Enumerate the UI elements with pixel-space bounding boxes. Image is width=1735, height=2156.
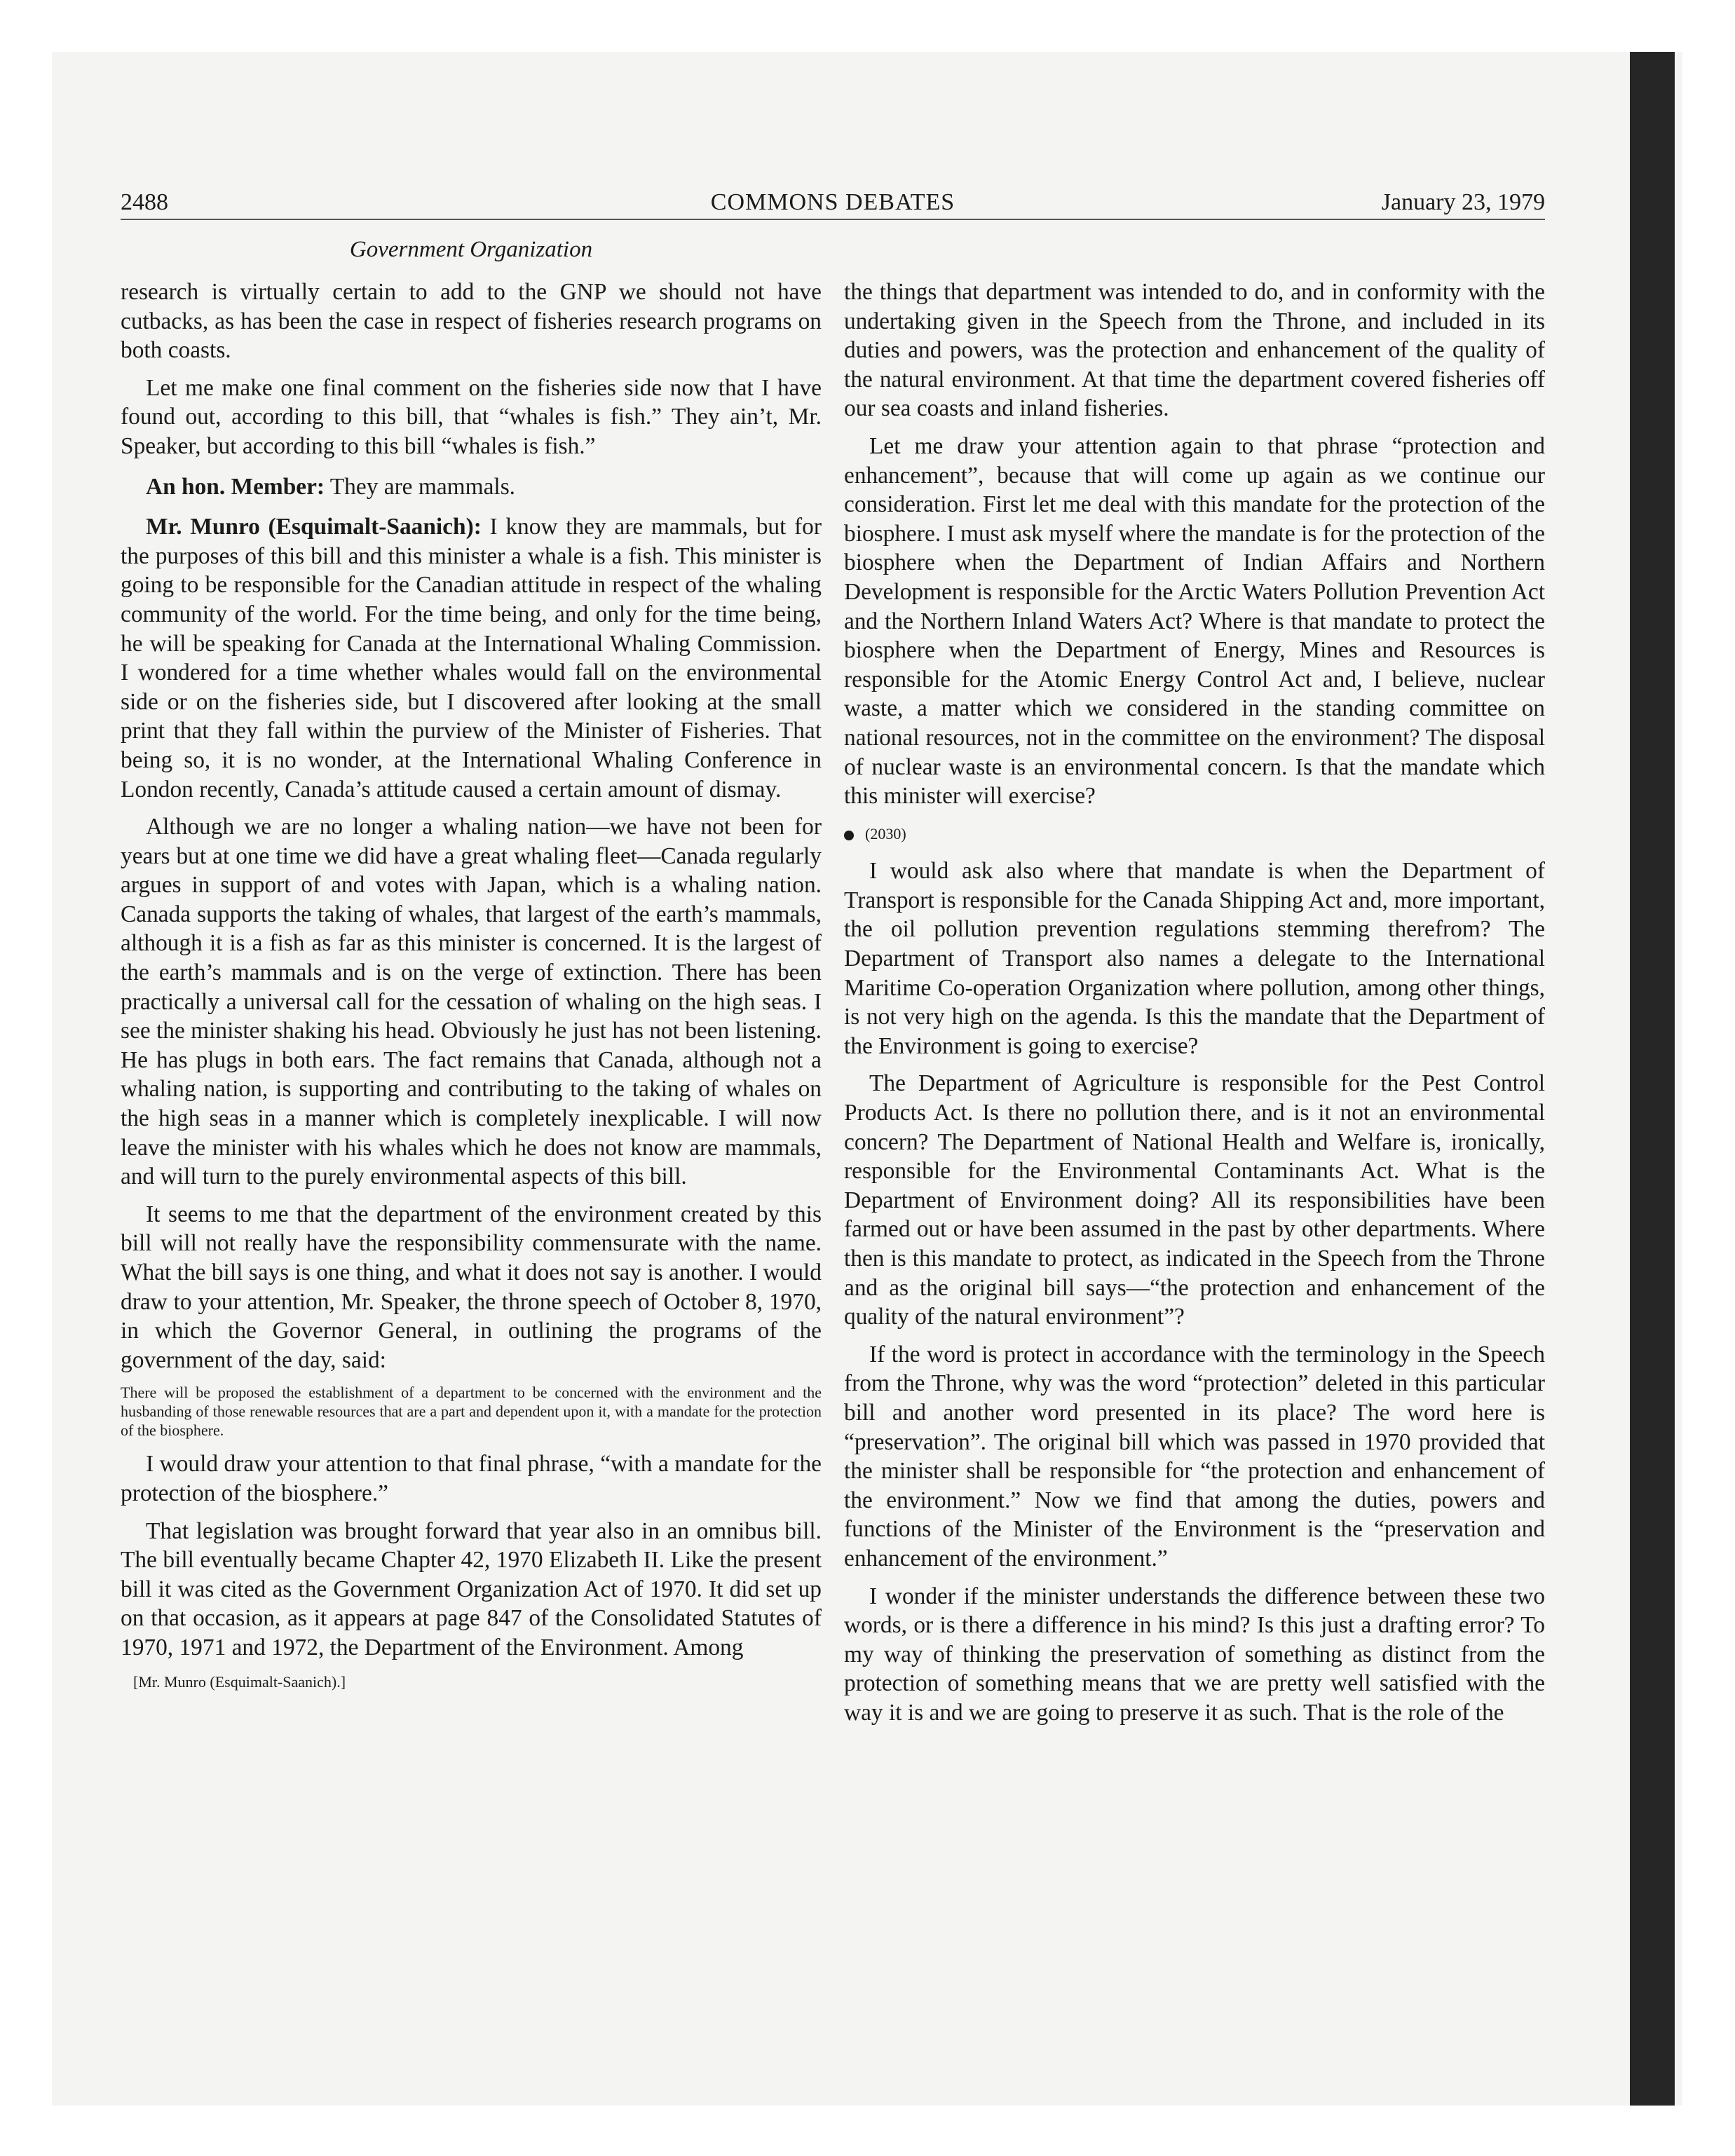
bullet-icon [844,831,854,840]
section-title: Government Organization [349,237,593,262]
paragraph: If the word is protect in accordance with the terminology in the Speech from the Throne, why was the word “protection” deleted in this particular bill and another word presented in its place? The word here is “preservation”. The original bill which was passed in 1970 provided that the minister shall be responsible for “the protection and enhancement of the environment.” Now we find that among the duties, powers and functions of the Minister of the Environment is the “preservation and enhancement of the environment.” [844,1341,1545,1571]
right-column [844,278,1545,1736]
page-header [121,179,1545,221]
speech-turn [121,512,822,804]
paragraph: Let me draw your attention again to that phrase “protection and enhancement”, because that will come up again as we continue our consideration. First let me deal with this mandate for the protection of the biosphere. I must ask myself where the mandate is for the protection of the biosphere when the Department of Indian Affairs and Northern Development is responsible for the Arctic Waters Pollution Prevention Act and the Northern Inland Waters Act? Where is that mandate to protect the biosphere when the Department of Energy, Mines and Resources is responsible for the Atomic Energy Control Act and, I believe, nuclear waste, a matter which we considered in the standing committee on national resources, not in the committee on the environment? The disposal of nuclear waste is an environmental concern. Is that the mandate which this minister will exercise? [844,432,1545,810]
paragraph: I would draw your attention to that final phrase, “with a mandate for the protection of the biosphere.” [121,1451,822,1506]
left-column [121,278,822,1700]
speech-text: I know they are mammals, but for the purposes of this bill and this minister a whale is a fish. This minister is going to be responsible for the Canadian attitude in respect of the whaling community of the world. For the time being, and only for the time being, he will be speaking for Canada at the International Whaling Commission. I wondered for a time whether whales would fall on the environmental side or on the fisheries side, but I discovered after looking at the small print that they fall within the purview of the Minister of Fisheries. That being so, it is no wonder, at the International Whaling Conference in London recently, Canada’s attitude caused a certain amount of dismay. [121,514,822,803]
paragraph: I would ask also where that mandate is when the Department of Transport is responsible for the Canada Shipping Act and, more important, the oil pollution prevention regulations stemming therefrom? The Department of Transport also names a delegate to the International Maritime Co-operation Organization where pollution, among other things, is not very high on the agenda. Is this the mandate that the Department of the Environment is going to exercise? [844,858,1545,1059]
speaker-footer-note: [Mr. Munro (Esquimalt-Saanich).] [133,1672,346,1691]
header-rule [121,219,1545,220]
paragraph: research is virtually certain to add to the GNP we should not have cutbacks, as has been the case in respect of fisheries research programs on both coasts. [121,279,822,364]
issue-date: January 23, 1979 [1381,189,1545,215]
page-number: 2488 [121,189,168,215]
scan-edge-bar [1630,52,1675,2106]
paragraph: That legislation was brought forward that year also in an omnibus bill. The bill eventually became Chapter 42, 1970 Elizabeth II. Like the present bill it was cited as the Government Organization Act of 1970. It did set up on that occasion, as it appears at page 847 of the Consolidated Statutes of 1970, 1971 and 1972, the Department of the Environment. Among [121,1517,822,1660]
paragraph: Although we are no longer a whaling nation—we have not been for years but at one time we did have a great whaling fleet—Canada regularly argues in support of and votes with Japan, which is a whaling nation. Canada supports the taking of whales, that largest of the earth’s mammals, although it is a fish as far as this minister is concerned. It is the largest of the earth’s mammals and is on the verge of extinction. There has been practically a universal call for the cessation of whaling on the high seas. I see the minister shaking his head. Obviously he just has not been listening. He has plugs in both ears. The fact remains that Canada, although not a whaling nation, is supporting and contributing to the taking of whales on the high seas in a manner which is completely inexplicable. I will now leave the minister with his whales which he does not know are mammals, and will turn to the purely environmental aspects of this bill. [121,814,822,1190]
paragraph: The Department of Agriculture is responsible for the Pest Control Products Act. Is there no pollution there, and is it not an environmental concern? The Department of National Health and Welfare is, ironically, responsible for the Environmental Contaminants Act. What is the Department of Environment doing? All its responsibilities have been farmed out or have been assumed in the past by other departments. Where then is this mandate to protect, as indicated in the Speech from the Throne and as the original bill says—“the protection and enhancement of the quality of the natural environment”? [844,1070,1545,1330]
block-quote: There will be proposed the establishment of a department to be concerned with the environment and the husbanding of those renewable resources that are a part and dependent upon it, with a mandate for the protection of the biosphere. [121,1384,822,1440]
paragraph: It seems to me that the department of the environment created by this bill will not really have the responsibility commensurate with the name. What the bill says is one thing, and what it does not say is another. I would draw to your attention, Mr. Speaker, the throne speech of October 8, 1970, in which the Governor General, in outlining the programs of the government of the day, said: [121,1201,822,1373]
paragraph: the things that department was intended to do, and in conformity with the undertaking given in the Speech from the Throne, and included in its duties and powers, was the protection and enhancement of the quality of the natural environment. At that time the department covered fisheries off our sea coasts and inland fisheries. [844,279,1545,422]
paragraph: I wonder if the minister understands the difference between these two words, or is there a difference in his mind? Is this just a drafting error? To my way of thinking the preservation of something as distinct from the protection of something means that we are pretty well satisfied with the way it is and we are going to preserve it as such. That is the role of the [844,1583,1545,1726]
time-marker [844,819,1545,849]
journal-title: COMMONS DEBATES [710,189,955,215]
speech-turn [121,472,822,502]
time-stamp: (2030) [865,824,906,842]
speaker-name: An hon. Member: [146,473,325,500]
paragraph: Let me make one final comment on the fisheries side now that I have found out, according to this bill, that “whales is fish.” They ain’t, Mr. Speaker, but according to this bill “whales is fish.” [121,374,822,459]
speech-text: They are mammals. [325,473,516,500]
speaker-name: Mr. Munro (Esquimalt-Saanich): [146,514,482,540]
